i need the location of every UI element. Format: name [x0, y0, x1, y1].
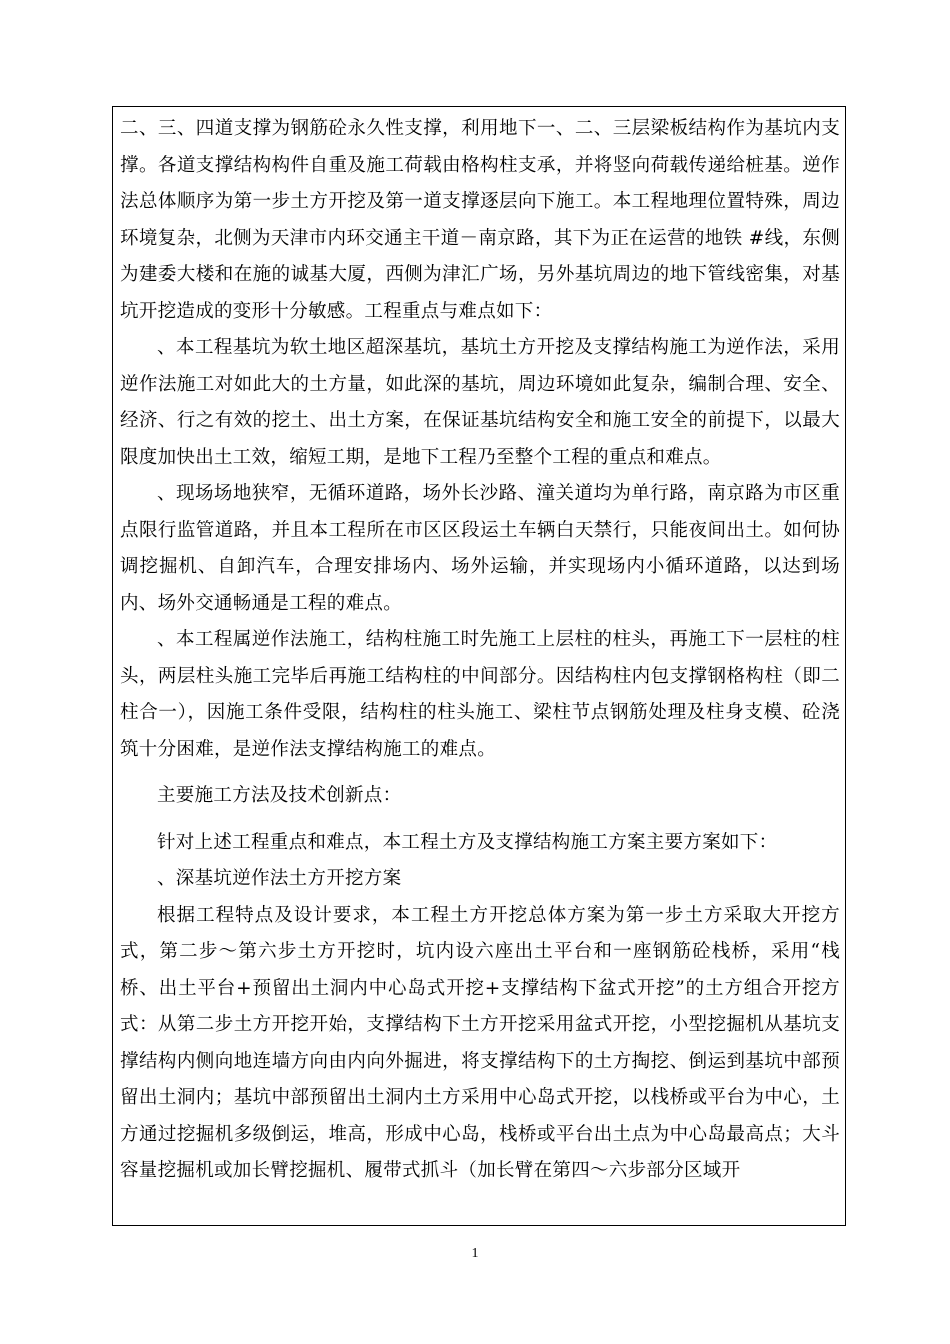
paragraph-3: 、现场场地狭窄，无循环道路，场外长沙路、潼关道均为单行路，南京路为市区重点限行监管道路，并且本工程所在市区区段运土车辆白天禁行，只能夜间出土。如何协调挖掘机、自卸汽车，合理安排场内、场外运输，并实现场内小循环道路，以达到场内、场外交通畅通是工程的难点。 — [120, 483, 840, 614]
section-heading: 主要施工方法及技术创新点： — [157, 785, 402, 806]
paragraph-2: 、本工程基坑为软土地区超深基坑，基坑土方开挖及支撑结构施工为逆作法，采用逆作法施工对如此大的土方量，如此深的基坑，周边环境如此复杂，编制合理、安全、经济、行之有效的挖土、出土方案，在保证基坑结构安全和施工安全的前提下，以最大限度加快出土工效，缩短工期，是地下工程乃至整个工程的重点和难点。 — [120, 337, 840, 468]
subsection-heading: 、深基坑逆作法土方开挖方案 — [157, 868, 402, 889]
paragraph-1: 二、三、四道支撑为钢筋砼永久性支撑，利用地下一、二、三层梁板结构作为基坑内支撑。各道支撑结构构件自重及施工荷载由格构柱支承，并将竖向荷载传递给桩基。逆作法总体顺序为第一步土方开挖及第一道支撑逐层向下施工。本工程地理位置特殊，周边环境复杂，北侧为天津市内环交通主干道－南京路，其下为正在运营的地铁 #线，东侧为建委大楼和在施的诚基大厦，西侧为津汇广场，另外基坑周边的地下管线密集，对基坑开挖造成的变形十分敏感。工程重点与难点如下： — [120, 118, 840, 322]
page-number: 1 — [471, 1246, 479, 1261]
paragraph-6: 根据工程特点及设计要求，本工程土方开挖总体方案为第一步土方采取大开挖方式，第二步～第六步土方开挖时，坑内设六座出土平台和一座钢筋砼栈桥，采用“栈桥、出土平台+预留出土洞内中心岛式开挖+支撑结构下盆式开挖”的土方组合开挖方式：从第二步土方开挖开始，支撑结构下土方开挖采用盆式开挖，小型挖掘机从基坑支撑结构内侧向地连墙方向由内向外掘进，将支撑结构下的土方掏挖、倒运到基坑中部预留出土洞内；基坑中部预留出土洞内土方采用中心岛式开挖，以栈桥或平台为中心，土方通过挖掘机多级倒运，堆高，形成中心岛，栈桥或平台出土点为中心岛最高点；大斗容量挖掘机或加长臂挖掘机、履带式抓斗（加长臂在第四～六步部分区域开 — [120, 904, 840, 1181]
document-body — [120, 111, 840, 1190]
paragraph-5: 针对上述工程重点和难点，本工程土方及支撑结构施工方案主要方案如下： — [157, 831, 778, 853]
paragraph-4: 、本工程属逆作法施工，结构柱施工时先施工上层柱的柱头，再施工下一层柱的柱头，两层柱头施工完毕后再施工结构柱的中间部分。因结构柱内包支撑钢格构柱（即二柱合一），因施工条件受限，结构柱的柱头施工、梁柱节点钢筋处理及柱身支模、砼浇筑十分困难，是逆作法支撑结构施工的难点。 — [120, 629, 840, 760]
